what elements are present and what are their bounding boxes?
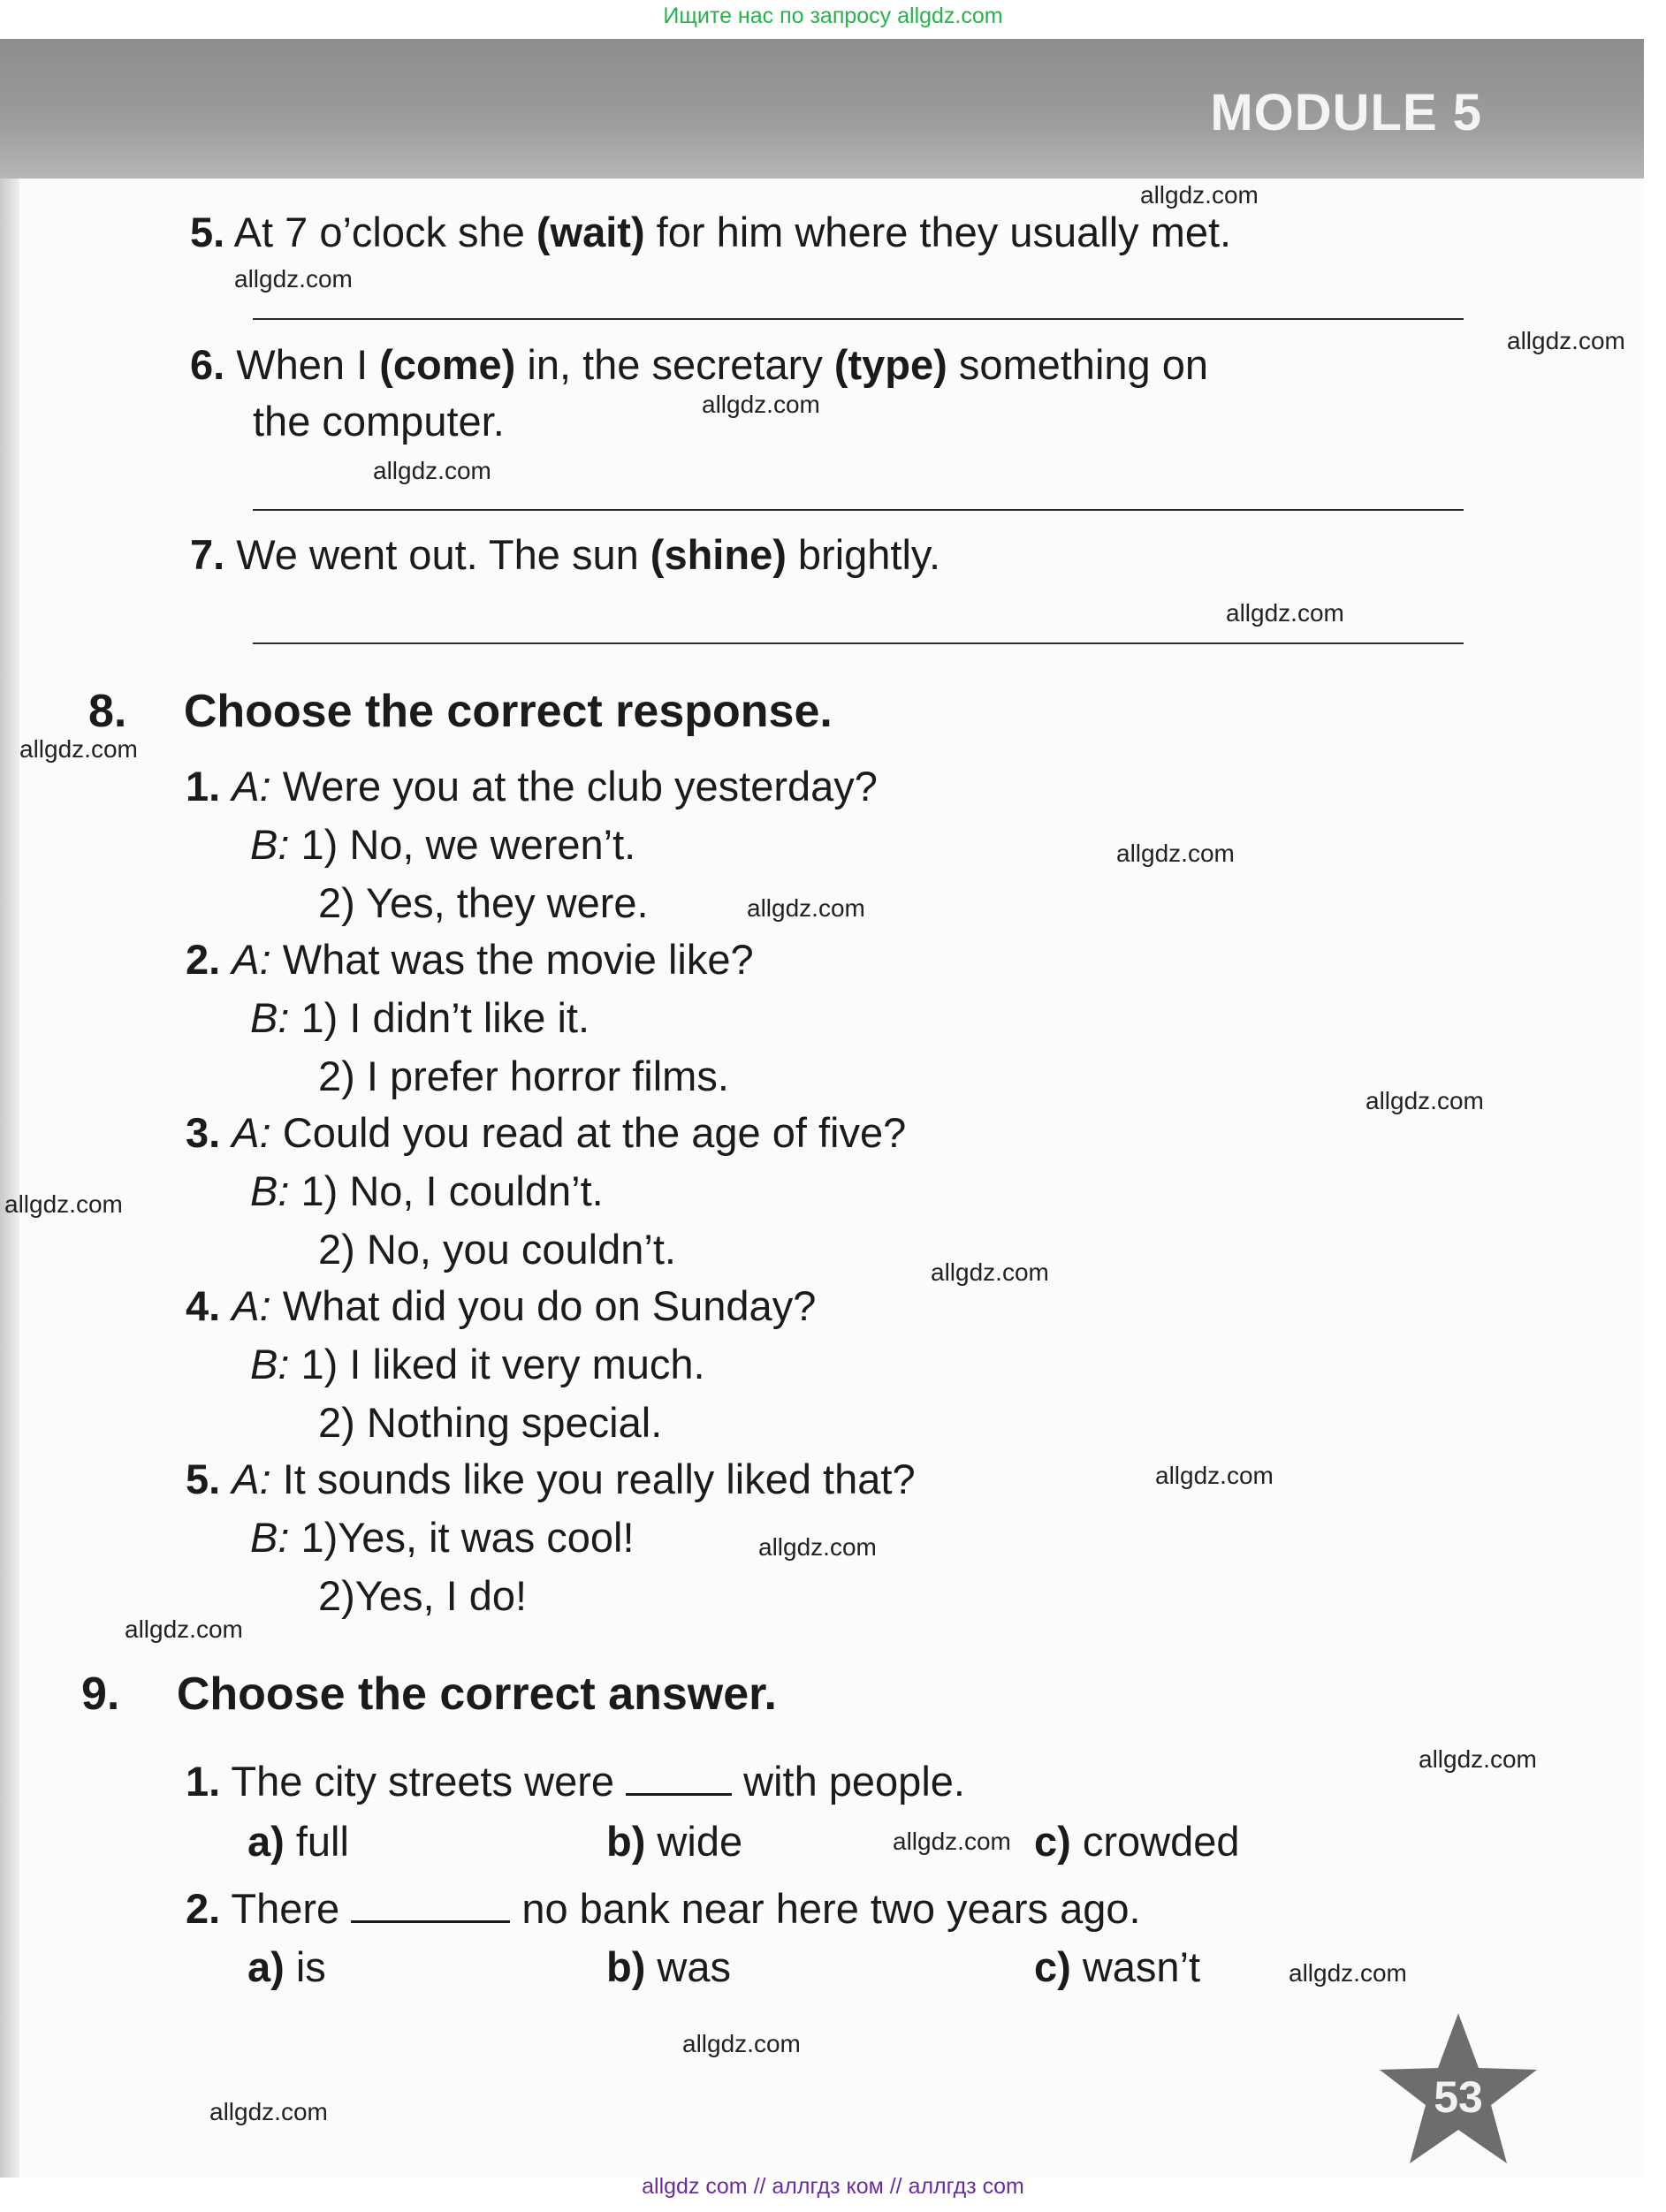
ex8-response-2[interactable] [318, 1396, 662, 1449]
item-text: for him where they usually met. [644, 209, 1232, 255]
option-text: full [284, 1818, 349, 1865]
ex8-item [186, 933, 754, 986]
option-text: crowded [1070, 1818, 1240, 1865]
option-letter: b) [606, 1818, 646, 1865]
option-b[interactable] [606, 1942, 731, 1991]
item-number: 5. [190, 209, 225, 255]
ex8-response-1[interactable] [250, 1165, 604, 1218]
watermark: allgdz.com [702, 391, 820, 418]
item-number: 7. [190, 531, 225, 578]
option-c[interactable] [1034, 1942, 1200, 1991]
watermark: allgdz.com [1366, 1087, 1484, 1114]
watermark: allgdz.com [19, 735, 138, 763]
page-number-star-icon [1374, 2006, 1542, 2174]
option-text: wide [645, 1818, 743, 1865]
ex8-response-2[interactable] [318, 877, 649, 930]
exercise-number: 8. [88, 686, 127, 737]
verb-prompt: (wait) [536, 209, 645, 255]
watermark: allgdz.com [1507, 327, 1625, 354]
option-letter: c) [1034, 1818, 1071, 1865]
option-b[interactable] [606, 1817, 742, 1866]
ex7-item-7 [190, 528, 940, 582]
option-letter: a) [247, 1943, 285, 1990]
ex8-response-1[interactable] [250, 992, 590, 1045]
watermark: allgdz.com [1289, 1959, 1407, 1987]
item-number: 2. [186, 936, 221, 983]
watermark: allgdz.com [209, 2098, 328, 2125]
speaker-a-line: Could you read at the age of five? [282, 1109, 907, 1156]
ex8-response-1[interactable] [250, 1338, 705, 1391]
option-text: is [284, 1943, 326, 1990]
option-text: wasn’t [1070, 1943, 1201, 1990]
ex8-item [186, 760, 878, 813]
item-text: with people. [732, 1758, 965, 1805]
answer-line[interactable] [253, 642, 1464, 644]
speaker-a-label: A: [232, 936, 271, 983]
watermark: allgdz.com [1226, 599, 1344, 627]
watermark: allgdz.com [234, 265, 353, 293]
speaker-a-label: A: [232, 1109, 271, 1156]
speaker-b-label: B: [250, 994, 290, 1041]
page-number: 53 [1434, 2072, 1483, 2122]
response-option: 1)Yes, it was cool! [300, 1514, 635, 1561]
page-spine [0, 39, 19, 2178]
speaker-a-label: A: [232, 1282, 271, 1329]
ex8-response-1[interactable] [250, 1511, 635, 1564]
response-option: 2) Nothing special. [318, 1399, 663, 1446]
ex7-item-6 [190, 338, 1208, 391]
verb-prompt: (shine) [650, 531, 787, 578]
item-text: At 7 o’clock she [233, 209, 536, 255]
ex8-response-2[interactable] [318, 1570, 527, 1623]
watermark: allgdz.com [893, 1828, 1011, 1855]
response-option: 1) No, I couldn’t. [300, 1167, 604, 1214]
module-title: MODULE 5 [1210, 84, 1482, 141]
ex8-response-2[interactable] [318, 1223, 676, 1276]
exercise-9-heading [81, 1668, 777, 1721]
watermark: allgdz.com [1140, 181, 1259, 209]
watermark: allgdz.com [1116, 840, 1235, 867]
ex8-item [186, 1106, 906, 1159]
item-number: 2. [186, 1885, 221, 1932]
option-text: was [645, 1943, 732, 1990]
speaker-a-line: What was the movie like? [282, 936, 754, 983]
watermark: allgdz.com [758, 1533, 877, 1561]
response-option: 1) I didn’t like it. [300, 994, 590, 1041]
speaker-b-label: B: [250, 1341, 290, 1387]
answer-blank[interactable] [626, 1763, 732, 1796]
answer-line[interactable] [253, 318, 1464, 320]
speaker-b-label: B: [250, 1167, 290, 1214]
option-letter: c) [1034, 1943, 1071, 1990]
item-number: 6. [190, 341, 225, 388]
ex8-response-2[interactable] [318, 1050, 729, 1103]
watermark: allgdz.com [682, 2030, 801, 2057]
response-option: 2) Yes, they were. [318, 879, 649, 926]
watermark: allgdz.com [931, 1258, 1049, 1286]
exercise-title: Choose the correct answer. [176, 1669, 777, 1720]
option-c[interactable] [1034, 1817, 1240, 1866]
response-option: 2) No, you couldn’t. [318, 1226, 676, 1273]
speaker-a-line: Were you at the club yesterday? [282, 763, 878, 810]
speaker-b-label: B: [250, 1514, 290, 1561]
option-a[interactable] [247, 1817, 349, 1866]
watermark: allgdz.com [125, 1615, 243, 1643]
ex7-item-6-continued: the computer. [253, 398, 505, 445]
item-text: something on [947, 341, 1209, 388]
speaker-a-line: It sounds like you really liked that? [282, 1456, 916, 1502]
exercise-number: 9. [81, 1669, 120, 1720]
ex8-response-1[interactable] [250, 818, 635, 871]
verb-prompt: (come) [379, 341, 516, 388]
response-option: 2) I prefer horror films. [318, 1053, 729, 1099]
item-text: There [231, 1885, 352, 1932]
option-a[interactable] [247, 1942, 326, 1991]
ex7-item-5 [190, 206, 1231, 259]
exercise-8-heading [88, 685, 833, 738]
option-letter: a) [247, 1818, 285, 1865]
watermark: allgdz.com [1155, 1462, 1274, 1489]
speaker-a-label: A: [232, 763, 271, 810]
option-letter: b) [606, 1943, 646, 1990]
response-option: 2)Yes, I do! [318, 1572, 528, 1619]
watermark: allgdz.com [4, 1190, 123, 1218]
site-banner[interactable]: Ищите нас по запросу allgdz.com [663, 4, 1003, 28]
answer-blank[interactable] [351, 1890, 510, 1923]
answer-line[interactable] [253, 509, 1464, 511]
ex9-item-1 [186, 1755, 965, 1808]
ex8-item [186, 1453, 916, 1506]
footer-links[interactable]: allgdz com // аллгдз ком // аллгдз com [642, 2174, 1024, 2199]
speaker-a-line: What did you do on Sunday? [282, 1282, 817, 1329]
item-text: We went out. The sun [236, 531, 650, 578]
item-text: in, the secretary [515, 341, 834, 388]
speaker-a-label: A: [232, 1456, 271, 1502]
item-number: 3. [186, 1109, 221, 1156]
item-text: no bank near here two years ago. [510, 1885, 1141, 1932]
item-text: brightly. [786, 531, 940, 578]
item-number: 1. [186, 1758, 221, 1805]
ex9-item-2 [186, 1882, 1141, 1935]
watermark: allgdz.com [747, 894, 865, 922]
ex8-item [186, 1280, 816, 1333]
item-text: When I [236, 341, 380, 388]
response-option: 1) No, we weren’t. [300, 821, 636, 868]
exercise-title: Choose the correct response. [183, 686, 833, 737]
item-number: 4. [186, 1282, 221, 1329]
verb-prompt: (type) [833, 341, 947, 388]
item-number: 1. [186, 763, 221, 810]
response-option: 1) I liked it very much. [300, 1341, 705, 1387]
item-number: 5. [186, 1456, 221, 1502]
watermark: allgdz.com [1419, 1745, 1537, 1773]
item-text: The city streets were [231, 1758, 627, 1805]
speaker-b-label: B: [250, 821, 290, 868]
watermark: allgdz.com [373, 457, 491, 484]
